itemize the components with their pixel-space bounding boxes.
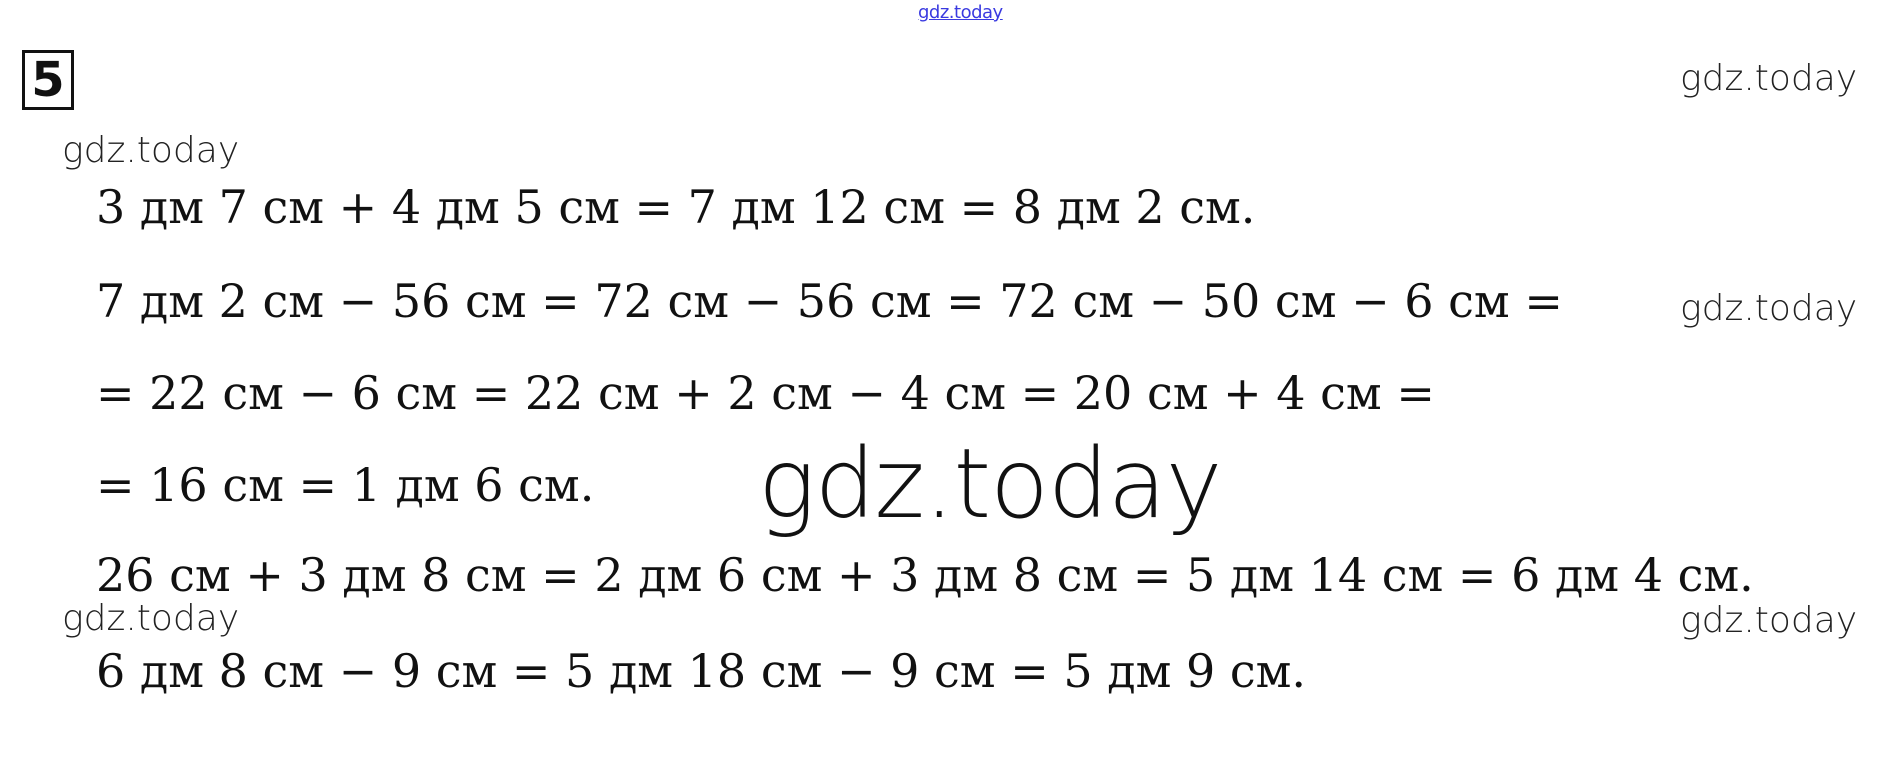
watermark-right-lower: gdz.today	[1680, 600, 1858, 641]
solution-line-3: = 22 см − 6 см = 22 см + 2 см − 4 см = 20 см + 4 см =	[96, 366, 1435, 420]
solution-line-4: = 16 см = 1 дм 6 см.	[96, 458, 595, 512]
watermark-left-lower: gdz.today	[62, 598, 240, 639]
solution-line-1: 3 дм 7 см + 4 дм 5 см = 7 дм 12 см = 8 дм 2 см.	[96, 180, 1256, 234]
watermark-left-upper: gdz.today	[62, 130, 240, 171]
source-watermark-link[interactable]: gdz.today	[918, 2, 1003, 23]
solution-line-6: 6 дм 8 см − 9 см = 5 дм 18 см − 9 см = 5 дм 9 см.	[96, 644, 1307, 698]
solution-line-2: 7 дм 2 см − 56 см = 72 см − 56 см = 72 см − 50 см − 6 см =	[96, 274, 1563, 328]
watermark-center-large: gdz.today	[758, 428, 1222, 540]
watermark-right-middle: gdz.today	[1680, 288, 1858, 329]
task-number-box: 5	[22, 50, 74, 110]
solution-line-5: 26 см + 3 дм 8 см = 2 дм 6 см + 3 дм 8 см = 5 дм 14 см = 6 дм 4 см.	[96, 548, 1754, 602]
watermark-top-right: gdz.today	[1680, 58, 1858, 99]
